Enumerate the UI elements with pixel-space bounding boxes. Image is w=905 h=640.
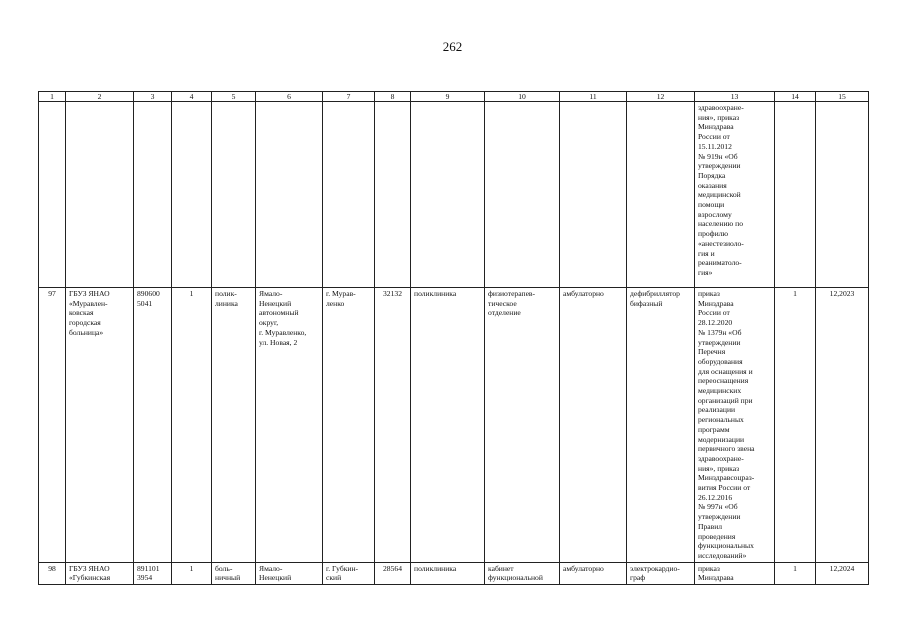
table-cell: полик- линика: [212, 288, 256, 563]
table-cell: 28564: [375, 562, 411, 584]
table-cell: [256, 102, 323, 288]
column-number: 10: [485, 92, 560, 102]
table-cell: амбулаторно: [560, 562, 627, 584]
table-cell: приказ Минздрава: [695, 562, 775, 584]
column-number: 2: [66, 92, 134, 102]
table-cell: [66, 102, 134, 288]
column-number: 9: [411, 92, 485, 102]
equipment-table: [38, 91, 869, 585]
table-cell: ГБУЗ ЯНАО «Губкинская: [66, 562, 134, 584]
column-number: 8: [375, 92, 411, 102]
table-cell: г. Мурав- ленко: [323, 288, 375, 563]
column-number: 1: [39, 92, 66, 102]
column-number: 7: [323, 92, 375, 102]
table-cell: [816, 102, 869, 288]
column-number: 5: [212, 92, 256, 102]
table-cell: 12,2024: [816, 562, 869, 584]
table-cell: [134, 102, 172, 288]
table-cell: 32132: [375, 288, 411, 563]
table-cell: [212, 102, 256, 288]
table-cell: [411, 102, 485, 288]
column-number: 4: [172, 92, 212, 102]
table-cell: 1: [775, 288, 816, 563]
column-number: 6: [256, 92, 323, 102]
table-cell: поликлиника: [411, 288, 485, 563]
table-cell: [560, 102, 627, 288]
table-row: [39, 102, 869, 288]
table-cell: 98: [39, 562, 66, 584]
table-cell: [39, 102, 66, 288]
table-cell: 1: [172, 562, 212, 584]
table-cell: здравоохране- ния», приказ Минздрава России от 15.11.2012 № 919н «Об утверждении Порядка оказания медицинской помощи взрослому населению по профилю «анестезиоло- гия и реаниматоло- гия»: [695, 102, 775, 288]
table-cell: [485, 102, 560, 288]
table-cell: [375, 102, 411, 288]
table-cell: г. Губкин- ский: [323, 562, 375, 584]
column-number: 12: [627, 92, 695, 102]
table-cell: 1: [172, 288, 212, 563]
page-number: 262: [442, 39, 463, 54]
column-number: 11: [560, 92, 627, 102]
table-cell: 891101 3954: [134, 562, 172, 584]
table-cell: дефибриллятор бифазный: [627, 288, 695, 563]
table-cell: физиотерапев- тическое отделение: [485, 288, 560, 563]
table-cell: 890600 5041: [134, 288, 172, 563]
table-row: [39, 288, 869, 563]
table-cell: [323, 102, 375, 288]
column-number: 14: [775, 92, 816, 102]
table-header-row: [39, 92, 869, 102]
table-cell: 12,2023: [816, 288, 869, 563]
column-number: 13: [695, 92, 775, 102]
column-number: 3: [134, 92, 172, 102]
table-cell: приказ Минздрава России от 28.12.2020 № 1379н «Об утверждении Перечня оборудования для оснащения и переоснащения медицинских организаций при реализации региональных программ модернизации первичного звена здравоохране- ния», приказ Минздравсоцраз- вития России от 26.12.2016 № 997н «Об утверждении Правил проведения функциональных исследований»: [695, 288, 775, 563]
table-cell: боль- ничный: [212, 562, 256, 584]
table-cell: [627, 102, 695, 288]
table-cell: [172, 102, 212, 288]
table-cell: ГБУЗ ЯНАО «Муравлен- ковская городская больница»: [66, 288, 134, 563]
table-row: [39, 562, 869, 584]
table-cell: Ямало- Ненецкий автономный округ, г. Муравленко, ул. Новая, 2: [256, 288, 323, 563]
table-cell: 97: [39, 288, 66, 563]
table-cell: [775, 102, 816, 288]
table-cell: амбулаторно: [560, 288, 627, 563]
column-number: 15: [816, 92, 869, 102]
table-cell: электрокардио- граф: [627, 562, 695, 584]
table-cell: 1: [775, 562, 816, 584]
table-cell: Ямало- Ненецкий: [256, 562, 323, 584]
table-cell: кабинет функциональной: [485, 562, 560, 584]
table-cell: поликлиника: [411, 562, 485, 584]
